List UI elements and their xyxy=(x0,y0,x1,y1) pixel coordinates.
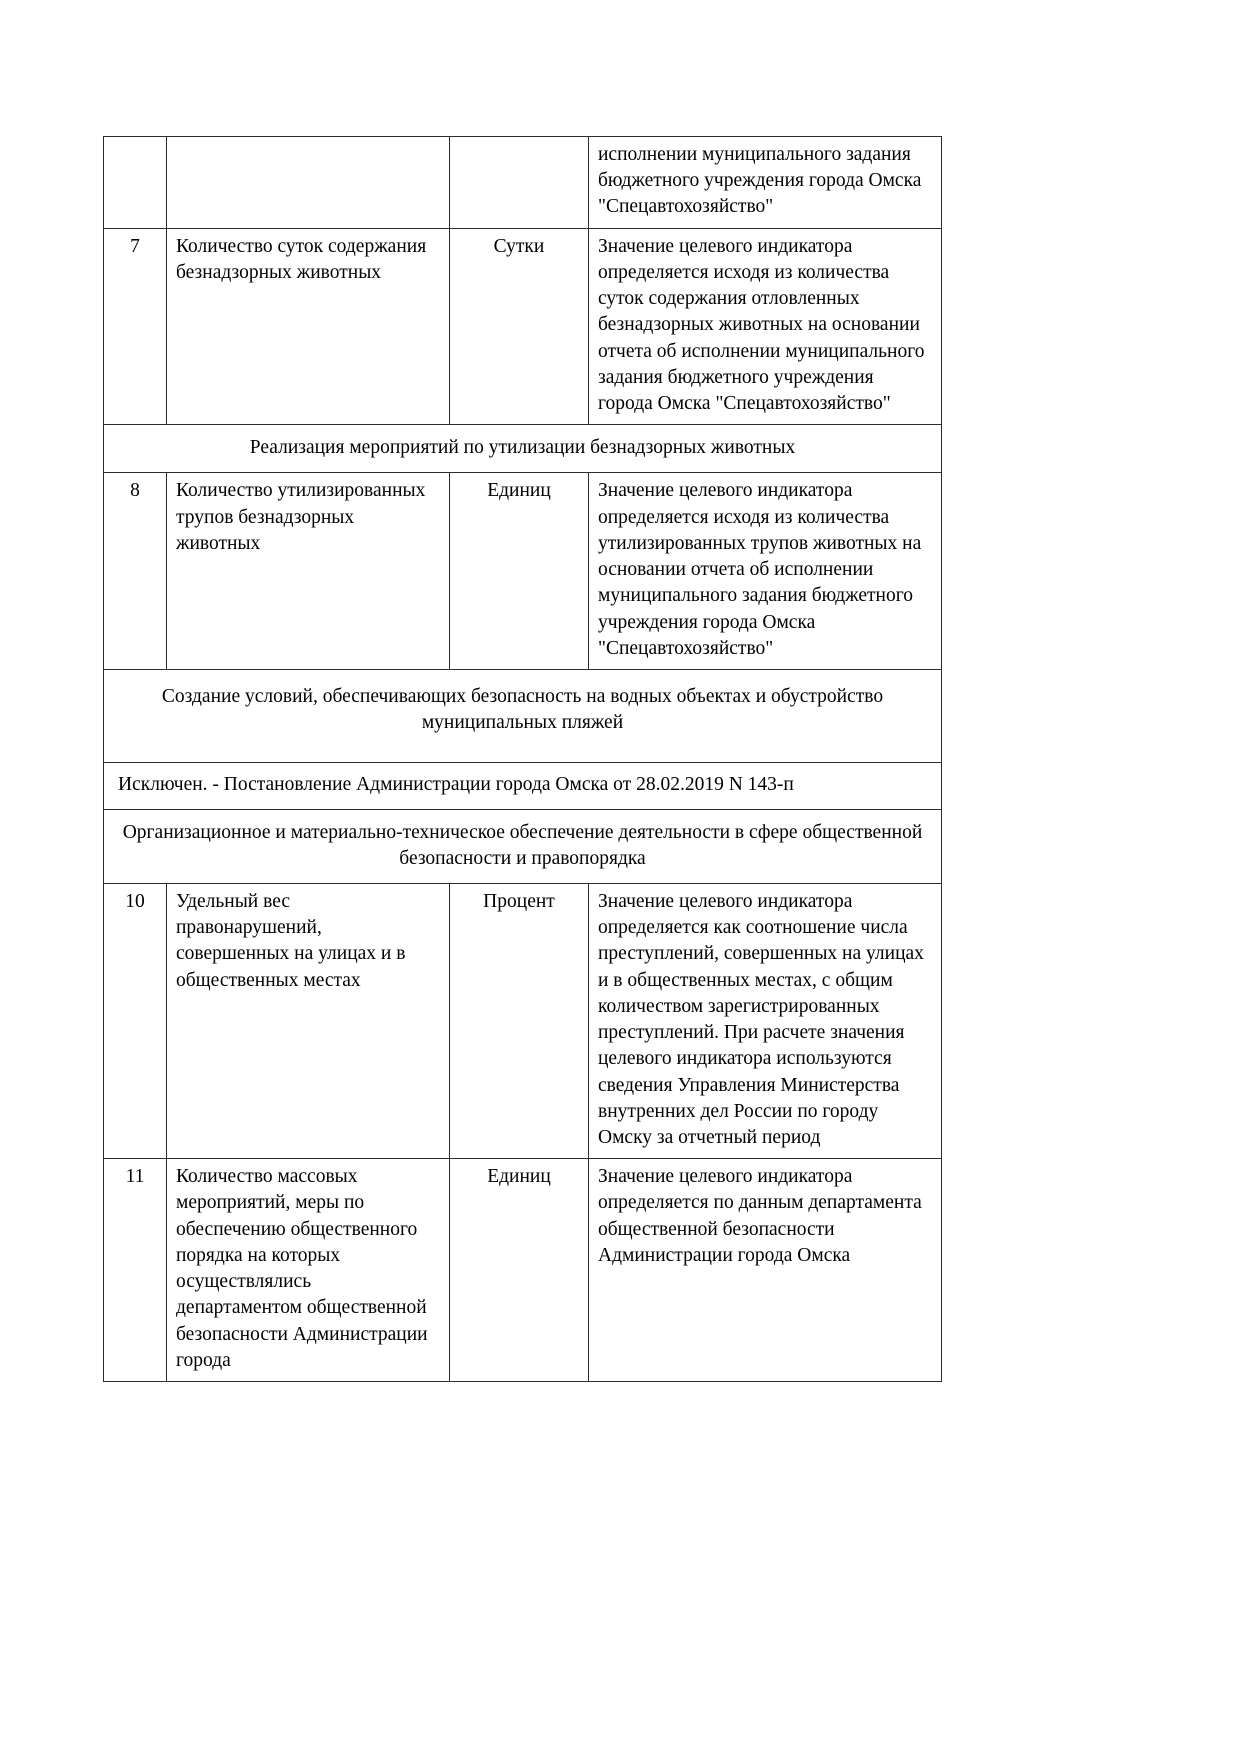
table-body xyxy=(104,137,942,1382)
section-header-text: Создание условий, обеспечивающих безопасность на водных объектах и обустройство муниципальных пляжей xyxy=(104,669,942,762)
row-description-cell: Значение целевого индикатора определяется исходя из количества утилизированных трупов животных на основании отчета об исполнении муниципального задания бюджетного учреждения города Омска "Спецавтохозяйство" xyxy=(589,473,942,670)
indicators-table xyxy=(103,136,942,1382)
row-number-cell: 10 xyxy=(104,884,167,1159)
section-header-row xyxy=(104,809,942,883)
row-unit-cell: Сутки xyxy=(450,228,589,425)
row-unit-cell: Единиц xyxy=(450,1159,589,1382)
row-indicator-name-cell: Количество суток содержания безнадзорных животных xyxy=(167,228,450,425)
table-row xyxy=(104,137,942,229)
section-header-text: Организационное и материально-техническое обеспечение деятельности в сфере общественной безопасности и правопорядка xyxy=(104,809,942,883)
table-row xyxy=(104,1159,942,1382)
row-description-cell: Значение целевого индикатора определяется как соотношение числа преступлений, совершенных на улицах и в общественных местах, с общим количеством зарегистрированных преступлений. При расчете значения целевого индикатора используются сведения Управления Министерства внутренних дел России по городу Омску за отчетный период xyxy=(589,884,942,1159)
excluded-note-text: Исключен. - Постановление Администрации города Омска от 28.02.2019 N 143-п xyxy=(104,763,942,809)
section-header-row xyxy=(104,669,942,762)
row-number-cell xyxy=(104,137,167,229)
row-indicator-name-cell: Удельный вес правонарушений, совершенных на улицах и в общественных местах xyxy=(167,884,450,1159)
row-description-cell: исполнении муниципального задания бюджетного учреждения города Омска "Спецавтохозяйство" xyxy=(589,137,942,229)
section-header-text: Реализация мероприятий по утилизации безнадзорных животных xyxy=(104,425,942,473)
table-row xyxy=(104,884,942,1159)
section-header-row xyxy=(104,425,942,473)
section-note-row xyxy=(104,763,942,809)
table-row xyxy=(104,473,942,670)
row-indicator-name-cell: Количество утилизированных трупов безнадзорных животных xyxy=(167,473,450,670)
row-number-cell: 11 xyxy=(104,1159,167,1382)
row-description-cell: Значение целевого индикатора определяется по данным департамента общественной безопасности Администрации города Омска xyxy=(589,1159,942,1382)
row-unit-cell: Единиц xyxy=(450,473,589,670)
row-description-cell: Значение целевого индикатора определяется исходя из количества суток содержания отловленных безнадзорных животных на основании отчета об исполнении муниципального задания бюджетного учреждения города Омска "Спецавтохозяйство" xyxy=(589,228,942,425)
row-number-cell: 8 xyxy=(104,473,167,670)
row-indicator-name-cell: Количество массовых мероприятий, меры по обеспечению общественного порядка на которых осуществлялись департаментом общественной безопасности Администрации города xyxy=(167,1159,450,1382)
table-row xyxy=(104,228,942,425)
row-indicator-name-cell xyxy=(167,137,450,229)
row-unit-cell xyxy=(450,137,589,229)
row-number-cell: 7 xyxy=(104,228,167,425)
row-unit-cell: Процент xyxy=(450,884,589,1159)
